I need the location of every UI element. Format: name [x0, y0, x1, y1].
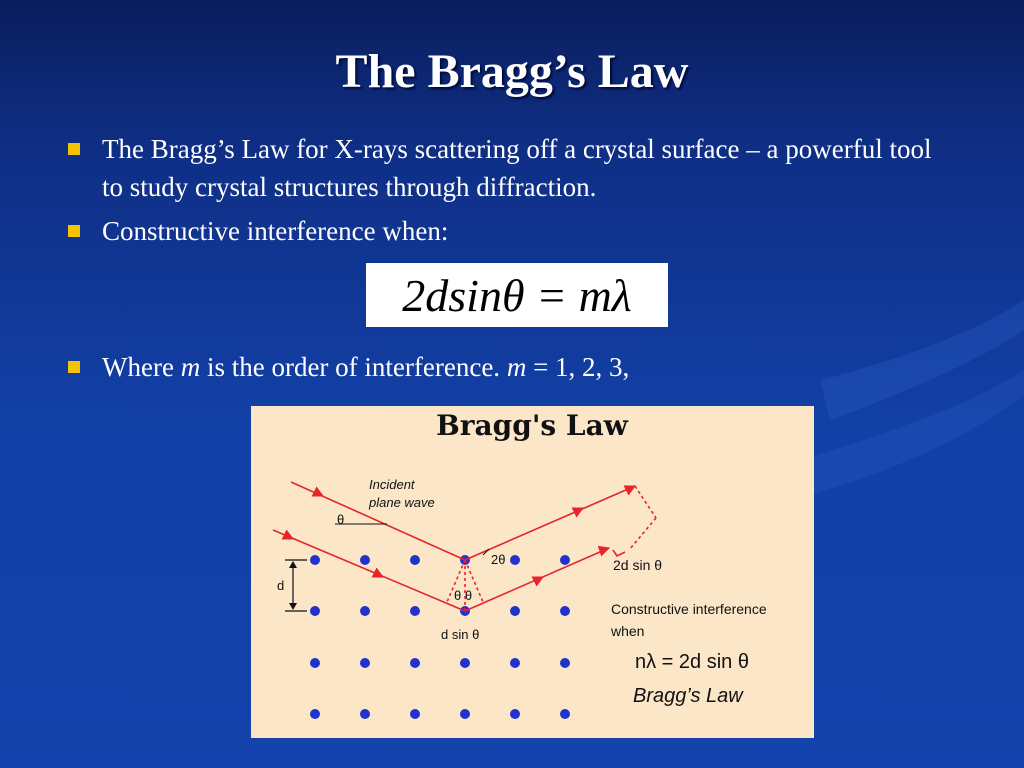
atom — [510, 709, 520, 719]
bullet-text: The Bragg’s Law for X-rays scattering off a crystal surface – a powerful tool to study crystal structures through diffraction. — [102, 134, 932, 202]
figure-title: Bragg's Law — [436, 409, 628, 442]
reflected-ray-bottom — [465, 548, 609, 611]
atom — [310, 709, 320, 719]
atom — [310, 658, 320, 668]
spacing-marker — [285, 560, 307, 611]
bullet-item-2 — [68, 212, 448, 250]
two-theta-label: 2θ — [491, 552, 506, 567]
ray-arrowhead — [381, 576, 383, 577]
atom — [560, 709, 570, 719]
text-order: is the order of interference. — [200, 352, 507, 382]
angle-markers — [335, 524, 489, 555]
theta-label: θ — [337, 512, 345, 527]
incident-label-line1: Incident — [369, 477, 415, 492]
figure-equation: nλ = 2d sin θ — [635, 651, 749, 673]
incident-label-line2: plane wave — [369, 495, 435, 510]
theta-pair-label: θ θ — [454, 588, 473, 603]
atom — [410, 555, 420, 565]
variable-m: m — [506, 352, 527, 382]
atom — [310, 606, 320, 616]
incident-ray-bottom — [273, 530, 465, 611]
atom — [410, 658, 420, 668]
constructive-label-line1: Constructive interference — [611, 601, 767, 617]
wavefront-line — [635, 486, 656, 518]
atom — [360, 555, 370, 565]
bragg-diagram-svg — [251, 406, 814, 738]
ray-arrowhead — [606, 548, 609, 549]
bragg-equation: 2dsinθ = mλ — [366, 263, 668, 327]
ray-arrowhead — [321, 495, 323, 496]
bullet-item-3 — [68, 348, 629, 386]
d-label: d — [277, 578, 285, 593]
figure-caption: Bragg’s Law — [633, 685, 743, 707]
constructive-label-line2: when — [611, 623, 645, 639]
atom — [560, 606, 570, 616]
two-d-sin-theta-label: 2d sin θ — [613, 557, 663, 573]
bullet-marker — [68, 361, 80, 373]
d-sin-theta-label: d sin θ — [441, 627, 480, 642]
atom — [460, 658, 470, 668]
atom — [410, 709, 420, 719]
slide-title: The Bragg’s Law — [335, 45, 689, 98]
atom — [360, 658, 370, 668]
bullet-text — [102, 348, 629, 386]
atom — [460, 709, 470, 719]
atom — [510, 606, 520, 616]
atom — [510, 658, 520, 668]
bullet-marker — [68, 225, 80, 237]
atom — [310, 555, 320, 565]
spacing-arrowhead — [289, 561, 297, 568]
atom — [360, 606, 370, 616]
extra-path-bracket — [613, 550, 625, 556]
ray-arrowhead — [291, 538, 293, 539]
bullet-text: Constructive interference when: — [102, 216, 449, 246]
atom — [560, 658, 570, 668]
path-difference-lines — [447, 486, 656, 611]
text-values: = 1, 2, 3, — [526, 352, 630, 382]
ray-arrowhead — [581, 508, 583, 509]
wavefront-line — [629, 518, 656, 550]
atom — [510, 555, 520, 565]
lattice-atoms — [310, 555, 570, 719]
ray-arrowhead — [541, 577, 543, 578]
text-where: Where — [102, 352, 181, 382]
ray-arrowhead — [631, 486, 635, 488]
variable-m: m — [180, 352, 201, 382]
bragg-diagram — [251, 406, 814, 738]
atom — [560, 555, 570, 565]
reflected-ray-top — [465, 486, 635, 560]
spacing-arrowhead — [289, 603, 297, 610]
atom — [360, 709, 370, 719]
atom — [410, 606, 420, 616]
bullet-marker — [68, 143, 80, 155]
bullet-item-1 — [68, 130, 948, 206]
